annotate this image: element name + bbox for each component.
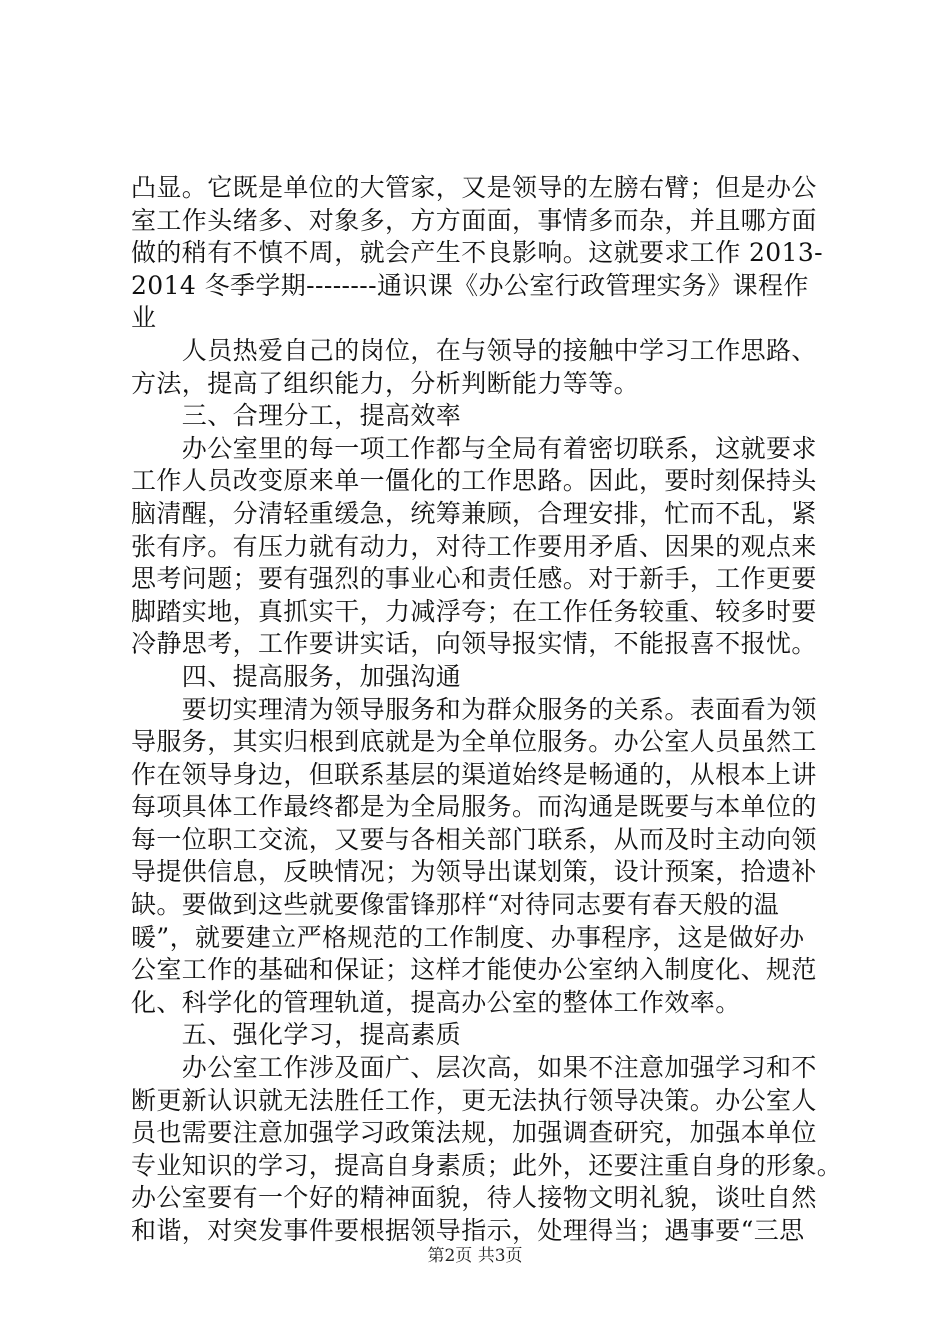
text-line: 工作人员改变原来单一僵化的工作思路。因此，要时刻保持头 — [131, 466, 817, 496]
text-line: 导提供信息，反映情况；为领导出谋划策，设计预案，拾遗补 — [131, 857, 817, 887]
text-line: 凸显。它既是单位的大管家，又是领导的左膀右臂；但是办公 — [131, 173, 817, 202]
text-line: 办公室要有一个好的精神面貌，待人接物文明礼貌，谈吐自然 — [131, 1183, 817, 1213]
text-line: 和谐，对突发事件要根据领导指示，处理得当；遇事要“三思 — [131, 1216, 805, 1245]
text-line: 每一位职工交流，又要与各相关部门联系，从而及时主动向领 — [131, 824, 817, 854]
section-heading: 三、合理分工，提高效率 — [131, 401, 462, 431]
text-line: 每项具体工作最终都是为全局服务。而沟通是既要与本单位的 — [131, 792, 817, 822]
text-line: 办公室工作涉及面广、层次高，如果不注意加强学习和不 — [131, 1053, 817, 1083]
text-line: 方法，提高了组织能力，分析判断能力等等。 — [131, 368, 640, 398]
text-line: 公室工作的基础和保证；这样才能使办公室纳入制度化、规范 — [131, 955, 817, 985]
text-line: 张有序。有压力就有动力，对待工作要用矛盾、因果的观点来 — [131, 531, 817, 561]
text-line: 思考问题；要有强烈的事业心和责任感。对于新手，工作更要 — [131, 564, 817, 594]
text-line: 做的稍有不慎不周，就会产生不良影响。这就要求工作 2013- — [131, 238, 824, 268]
text-line: 专业知识的学习，提高自身素质；此外，还要注重自身的形象。 — [131, 1150, 843, 1180]
text-line: 断更新认识就无法胜任工作，更无法执行领导决策。办公室人 — [131, 1085, 817, 1115]
text-line: 缺。要做到这些就要像雷锋那样“对待同志要有春天般的温 — [131, 890, 780, 920]
text-line: 脑清醒，分清轻重缓急，统筹兼顾，合理安排，忙而不乱，紧 — [131, 498, 817, 528]
text-line: 暖”，就要建立严格规范的工作制度、办事程序，这是做好办 — [131, 922, 805, 952]
text-line: 导服务，其实归根到底就是为全单位服务。办公室人员虽然工 — [131, 727, 817, 757]
body-text — [131, 172, 843, 1248]
section-heading: 五、强化学习，提高素质 — [131, 1020, 462, 1050]
section-heading: 四、提高服务，加强沟通 — [131, 661, 462, 691]
text-line: 室工作头绪多、对象多，方方面面，事情多而杂，并且哪方面 — [131, 205, 817, 235]
text-line: 作在领导身边，但联系基层的渠道始终是畅通的，从根本上讲 — [131, 759, 817, 789]
text-line: 要切实理清为领导服务和为群众服务的关系。表面看为领 — [131, 694, 817, 724]
text-line: 冷静思考，工作要讲实话，向领导报实情，不能报喜不报忧。 — [131, 629, 817, 659]
text-line: 2014 冬季学期--------通识课《办公室行政管理实务》课程作 — [131, 270, 809, 300]
text-line: 办公室里的每一项工作都与全局有着密切联系，这就要求 — [131, 433, 817, 463]
text-line: 化、科学化的管理轨道，提高办公室的整体工作效率。 — [131, 987, 741, 1017]
text-line: 人员热爱自己的岗位，在与领导的接触中学习工作思路、 — [131, 335, 817, 365]
text-line: 业 — [131, 303, 157, 333]
text-line: 脚踏实地，真抓实干，力减浮夸；在工作任务较重、较多时要 — [131, 596, 817, 626]
page-number-footer: 第2页 共3页 — [427, 1246, 523, 1266]
text-line: 员也需要注意加强学习政策法规，加强调查研究，加强本单位 — [131, 1118, 817, 1148]
